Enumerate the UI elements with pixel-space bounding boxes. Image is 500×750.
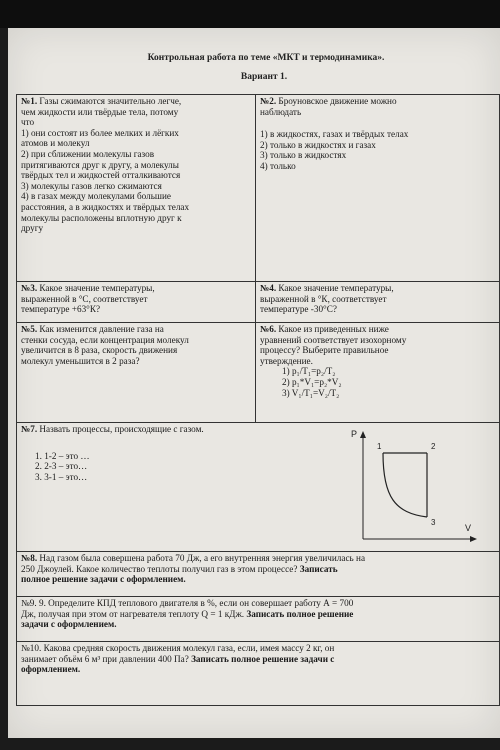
question-9: [17, 597, 499, 641]
question-8-number: №8.: [21, 553, 38, 563]
q1-line-11: молекулы расположены вплотную друг к: [21, 212, 182, 223]
q2-option-2: 2) только в жидкостях и газах: [260, 139, 376, 150]
question-7-number: №7.: [21, 424, 38, 434]
q9-text-2: Дж, получая при этом от нагревателя теплоту Q = 1 кДж.: [21, 608, 245, 619]
q4-line-1: выраженной в °К, соответствует: [260, 293, 387, 304]
q1-line-0: Газы сжимаются значительно легче,: [39, 96, 182, 106]
variant-label: Вариант 1.: [240, 72, 288, 82]
q6-line-0: Какое из приведенных ниже: [278, 324, 389, 334]
top-bar: [0, 0, 500, 28]
q6-line-2: процессу? Выберите правильное: [260, 345, 389, 356]
q10-bold-1: Записать полное решение задачи с: [191, 653, 335, 664]
q7-text: Назвать процессы, происходящие с газом.: [39, 424, 204, 434]
q1-line-5: 2) при сближении молекулы газов: [21, 148, 155, 159]
q1-line-6: притягиваются друг к другу, а молекулы: [21, 159, 179, 170]
q9-bold-2: задачи с оформлением.: [21, 619, 117, 630]
question-4: [256, 282, 499, 322]
questions-table: [16, 94, 500, 706]
worksheet-page: [8, 28, 500, 738]
q8-bold-2: полное решение задачи с оформлением.: [21, 574, 186, 585]
pv-diagram: [347, 427, 487, 547]
question-3: [17, 282, 255, 322]
q1-line-4: атомов и молекул: [21, 138, 90, 149]
q10-text-2: занимает объём 6 м³ при давлении 400 Па?: [21, 653, 189, 664]
question-2: [256, 95, 499, 281]
question-4-number: №4.: [260, 283, 277, 293]
question-8: [17, 552, 499, 596]
question-6-number: №6.: [260, 324, 277, 334]
question-6: [256, 323, 499, 422]
q6-option-1: 1) p₁/T₁=p₂/T₂: [282, 366, 336, 377]
q7-item-1: 1. 1-2 – это …: [35, 450, 90, 461]
q8-bold-1: Записать: [299, 563, 338, 574]
question-3-number: №3.: [21, 283, 38, 293]
q9-text: 9. Определите КПД теплового двигателя в %, если он совершает работу А = 700: [38, 598, 354, 608]
q8-text-2: 250 Джоулей. Какое количество теплоты получил газ в этом процессе?: [21, 563, 298, 574]
q1-line-2: что: [21, 117, 35, 128]
point-2-label: 2: [431, 442, 436, 451]
q10-text: Какова средняя скорость движения молекул газа, если, имея массу 2 кг, он: [43, 643, 335, 653]
q1-line-3: 1) они состоят из более мелких и лёгких: [21, 127, 179, 138]
q6-line-3: утверждение.: [260, 355, 313, 366]
question-9-number: №9.: [21, 598, 37, 608]
q5-line-2: увеличится в 8 раза, скорость движения: [21, 345, 178, 356]
q6-option-2: 2) p₁*V₁=p₂*V₂: [282, 376, 342, 387]
question-1: [17, 95, 255, 281]
q6-option-3: 3) V₁/T₁=V₂/T₂: [282, 387, 340, 398]
q6-line-1: уравнений соответствует изохорному: [260, 334, 407, 345]
q2-line-1: наблюдать: [260, 106, 302, 117]
q1-line-10: расстояния, а в жидкостях и твёрдых телах: [21, 201, 190, 212]
q1-line-8: 3) молекулы газов легко сжимаются: [21, 180, 162, 191]
q8-text: Над газом была совершена работа 70 Дж, а его внутренняя энергия увеличилась на: [39, 553, 366, 563]
q5-line-0: Как изменится давление газа на: [39, 324, 164, 334]
q2-option-4: 4) только: [260, 160, 296, 171]
question-1-number: №1.: [21, 96, 38, 106]
q4-line-2: температуре -30°С?: [260, 304, 337, 315]
q3-line-2: температуре +63°К?: [21, 304, 101, 315]
y-axis-label: P: [351, 429, 358, 439]
q1-line-12: другу: [21, 223, 44, 234]
x-axis-label: V: [465, 523, 472, 533]
question-5-number: №5.: [21, 324, 38, 334]
q2-option-3: 3) только в жидкостях: [260, 150, 347, 161]
process-3-1: [383, 453, 427, 517]
q7-item-3: 3. 3-1 – это…: [35, 471, 88, 482]
point-1-label: 1: [377, 442, 382, 451]
q2-option-1: 1) в жидкостях, газах и твёрдых телах: [260, 129, 409, 140]
q5-line-3: молекул уменьшится в 2 раза?: [21, 355, 140, 366]
worksheet-title: Контрольная работа по теме «МКТ и термодинамика».: [147, 53, 385, 63]
q2-line-0: Броуновское движение можно: [278, 96, 397, 106]
question-7: [17, 423, 499, 551]
q1-line-7: твёрдых тел и жидкостей отталкиваются: [21, 170, 181, 181]
question-10-number: №10.: [21, 643, 42, 653]
q9-bold-1: Записать полное решение: [246, 608, 354, 619]
q4-line-0: Какое значение температуры,: [278, 283, 394, 293]
q7-item-2: 2. 2-3 – это…: [35, 461, 88, 472]
q1-line-9: 4) в газах между молекулами большие: [21, 191, 171, 202]
question-10: [17, 642, 499, 705]
q3-line-0: Какое значение температуры,: [39, 283, 155, 293]
point-3-label: 3: [431, 518, 436, 527]
q10-bold-2: оформлением.: [21, 664, 81, 675]
q1-line-1: чем жидкости или твёрдые тела, потому: [21, 106, 179, 117]
q5-line-1: стенки сосуда, если концентрация молекул: [21, 334, 189, 345]
question-5: [17, 323, 255, 422]
q3-line-1: выраженной в °С, соответствует: [21, 293, 148, 304]
question-2-number: №2.: [260, 96, 277, 106]
